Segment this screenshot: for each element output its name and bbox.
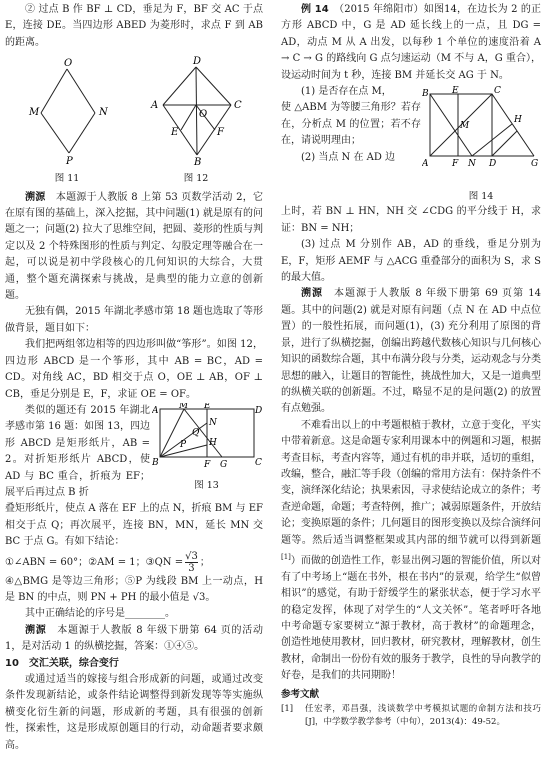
fig13-label-g: G	[219, 459, 227, 470]
example-text-b: 叠矩形纸片，使点 A 落在 EF 上的点 N，折痕 BM 与 EF 相交于点 Q；再次展平，连接 BN，MN，延长 MN 交 BC 于点 G。有如下结论：	[5, 503, 263, 548]
source-note-3-text: 本题源于人教版 8 年级下册第 69 页第 14 题。其中的问题(2) 就是对原有问题（点 N 在 AD 中点位置）的一般性拓展，而问题(1)，(3) 充分利用了原图的背景，进行了纵横挖掘，创编出跨越代数核心知识与几何核心知识的函数综合题，其中布满分段与分类，运动观念与分类思想的融入，让题目的智能性，挑战性加大，又是一道典型的纵横关联的创新题。不过，略显不足的是问题(2) 的放置有点勉强。	[281, 288, 541, 415]
fig12-label-b: B	[194, 157, 202, 166]
figure-14-drawing	[422, 84, 540, 184]
fig12-label-o: O	[199, 109, 208, 121]
figure-12	[141, 55, 251, 185]
example-14-lead: 例 14	[301, 4, 329, 15]
fig14-label-a: A	[422, 159, 429, 170]
fig13-label-h: H	[208, 437, 217, 448]
conclusion-text-rest: ）而做的创造性工作，彰显出例习题的智能价值，所以对有了中考场上“题在书外，根在书内”的景观，给学生“似曾相识”的感觉，有助于舒缓学生的紧张状态，便于学习水平的稳定发挥，体现了对学生的“人文关怀”。笔者呼吁各地中考命题专家要树立“源于教材，高于教材”的命题理念，创造性地使用教材，回归教材，研究教材，理解教材，创生教材，命制出一份份有效的服务于教学，良性的导向教学的好卷，是我们的共同期盼！	[281, 555, 541, 682]
fig11-label-o: O	[64, 58, 73, 70]
source-note-1	[5, 190, 263, 305]
fig13-label-p: P	[179, 439, 186, 450]
conclusions-1-to-3: ①∠ABN = 60°；②AM = 1；③QN =	[5, 556, 184, 568]
fraction-sqrt3-over-3	[185, 551, 198, 574]
fig14-label-c: C	[494, 86, 501, 97]
questions-1-2-wrapped	[281, 84, 421, 204]
source-note-2	[5, 623, 263, 656]
fig14-label-e: E	[452, 86, 459, 97]
question-2-a: (2) 当点 N 在 AD 边	[301, 151, 396, 163]
source-note-1-title: 溯源	[25, 191, 46, 203]
fig14-label-h: H	[514, 115, 522, 126]
example-14-text	[281, 2, 541, 84]
figure-13-drawing	[152, 403, 262, 473]
references-heading: 参考文献	[281, 688, 320, 700]
question-1-a: (1) 是否存在点 M，	[301, 86, 392, 98]
fig11-label-m: M	[29, 107, 40, 119]
reference-1-number: [1]	[281, 703, 294, 714]
conclusions-question: 其中正确结论的序号是________。	[25, 608, 175, 620]
fig13-label-c: C	[254, 457, 262, 468]
figure-12-drawing	[141, 55, 251, 165]
example-with-figure-13	[5, 403, 263, 551]
fig14-label-m: M	[460, 121, 470, 132]
fig14-label-f: F	[452, 159, 459, 170]
right-column	[281, 2, 541, 729]
section-10-text: 或通过适当的嫁接与组合形成新的问题，或通过改变条件发现新结论，或条件结论调整得到新发现等等实施纵横变化衍生新的问题，形成新的考题，具有很强的创新性，探索性，这是形成原创题目的行动，动命题者要求颇高。	[5, 674, 263, 751]
question-2-b: 上时，若 BN ⊥ HN，NH 交 ∠CDG 的平分线于 H，求证：BN = NH；	[281, 206, 541, 234]
fraction-denominator: 3	[188, 562, 195, 574]
reference-1	[281, 703, 541, 729]
figure-11-drawing	[17, 55, 117, 165]
conclusions-line-2: ④△BMG 是等边三角形；⑤P 为线段 BM 上一动点，H 是 BN 的中点，则 PN + PH 的最小值是 √3。	[5, 575, 263, 603]
conclusion-text: 不难看出以上的中考题根植于教材，立意于变化，平实中带着新意。这是命题专家利用课本中的例题和习题，根据考查目标，考查内容等，通过有机的串并联，适切的重组，改编，整合，融汇等手段（创编的常用方法有：保持条件不变，演绎深化结论；执果索因，寻求使结论成立的条件；考查逆命题，命题；考查特例，推广；减弱原题条件，开放结论；变换原题的条件；几何题目的图形变换以及综合演绎问题等。然后适当调整框架或其内部的细节就可以得到新题	[281, 419, 541, 546]
fraction-numerator: √3	[185, 550, 198, 562]
source-note-1-text: 本题源于人教版 8 上第 53 页数学活动 2，它在原有图的基础上，深入挖掘，其中问题(1) 就是原有的问题之一；问题(2) 拉大了思维空间，把圆、菱形的性质与判定以及 2 个特殊图形的性质与判定、勾股定理等融合在一起，可以说是初中学段核心的几何知识的大综合，大贯通，整个题充满探索与挑战，是典型的能力立意的创新题。	[5, 191, 264, 302]
fig14-label-g: G	[531, 159, 539, 170]
citation-marker: [1]	[281, 552, 291, 561]
fig11-label-n: N	[99, 107, 108, 119]
questions-with-figure-14	[281, 84, 541, 204]
question-3: (3) 过点 M 分别作 AB，AD 的垂线，垂足分别为 E，F，矩形 AEMF 与 △ACG 重叠部分的面积为 S，求 S 的最大值。	[281, 239, 541, 284]
figure-13-caption: 图 13	[194, 480, 219, 492]
fig12-label-f: F	[217, 127, 224, 139]
fig12-label-d: D	[193, 56, 202, 68]
source-note-3	[281, 286, 541, 417]
reference-1-text: 任宏孝，邓昌强，浅谈数学中考模拟试题的命制方法和技巧[J]，中学数学教学参考（中旬），2013(4)：49-52。	[305, 703, 541, 727]
figure-14-caption: 图 14	[468, 191, 494, 203]
conclusion-paragraph	[281, 418, 541, 685]
example-text-a: 类似的题还有 2015 年湖北孝感市第 16 题：如图 13，四边形 ABCD 是矩形纸片，AB = 2。对折矩形纸片 ABCD，使 AD 与 BC 重合，折痕为 EF；展平后再过点 B 折	[5, 404, 150, 498]
fig13-label-m: M	[178, 402, 188, 411]
fig13-label-a: A	[151, 405, 158, 416]
figure-11	[17, 55, 117, 185]
fig12-label-a: A	[151, 100, 159, 112]
left-column	[5, 2, 263, 754]
conclusions-line-1-end: ；	[199, 556, 210, 568]
figures-11-12	[5, 55, 263, 185]
fig11-label-p: P	[66, 156, 73, 166]
fig12-label-c: C	[234, 100, 242, 112]
paragraph-kite-definition: 我们把两组邻边相等的四边形叫做“筝形”。如图 12，四边形 ABCD 是一个筝形，其中 AB = BC，AD = CD。对角线 AC，BD 相交于点 O，OE ⊥ AB，OF ⊥ CB，垂足分别是 E，F，求证 OE = OF。	[5, 339, 263, 400]
figure-11-caption: 图 11	[54, 172, 80, 184]
fig13-label-d: D	[254, 405, 262, 416]
source-note-2-text: 本题源于人教版 8 年级下册第 64 页的活动 1，是对活动 1 的纵横挖掘，答案：①④⑤。	[5, 624, 264, 653]
fig13-label-b: B	[151, 457, 159, 468]
example-14-body: （2015 年绵阳市）如图14，在边长为 2 的正方形 ABCD 中，G 是 AD 延长线上的一点，且 DG = AD，动点 M 从 A 出发，以每秒 1 个单位的速度沿着 A → C → G 的路线向 G 点匀速运动（M 不与 A，G 重合），设运动时间为 t 秒，连接 BM 并延长交 AG 于 N。	[281, 4, 541, 81]
fig14-label-b: B	[422, 89, 429, 100]
question-1-b: 使 △ABM 为等腰三角形？若存在，分析点 M 的位置；若不存在，请说明理由；	[281, 102, 421, 147]
fig14-label-d: D	[489, 159, 497, 170]
figure-14	[421, 84, 541, 204]
conclusions-line-1	[5, 551, 263, 574]
fig13-label-e: E	[203, 402, 211, 411]
question-2-text: ② 过点 B 作 BF ⊥ CD，垂足为 F，BF 交 AC 于点 E，连接 DE。当四边形 ABED 为菱形时，求点 F 到 AB 的距离。	[5, 4, 263, 48]
fig12-label-e: E	[171, 127, 179, 139]
source-note-3-title: 溯源	[301, 288, 324, 300]
figure-13	[150, 403, 263, 501]
section-10-heading: 10 交汇关联，综合变行	[5, 657, 119, 669]
fig13-label-f: F	[203, 459, 210, 470]
source-note-2-title: 溯源	[25, 624, 47, 636]
paragraph-coincide: 无独有偶，2015 年湖北孝感市第 18 题也选取了等形做背景，题目如下：	[5, 306, 263, 334]
fig13-label-q: Q	[191, 427, 199, 438]
fig14-label-n: N	[468, 159, 476, 170]
figure-12-caption: 图 12	[183, 172, 209, 184]
fig13-label-n: N	[208, 417, 217, 428]
